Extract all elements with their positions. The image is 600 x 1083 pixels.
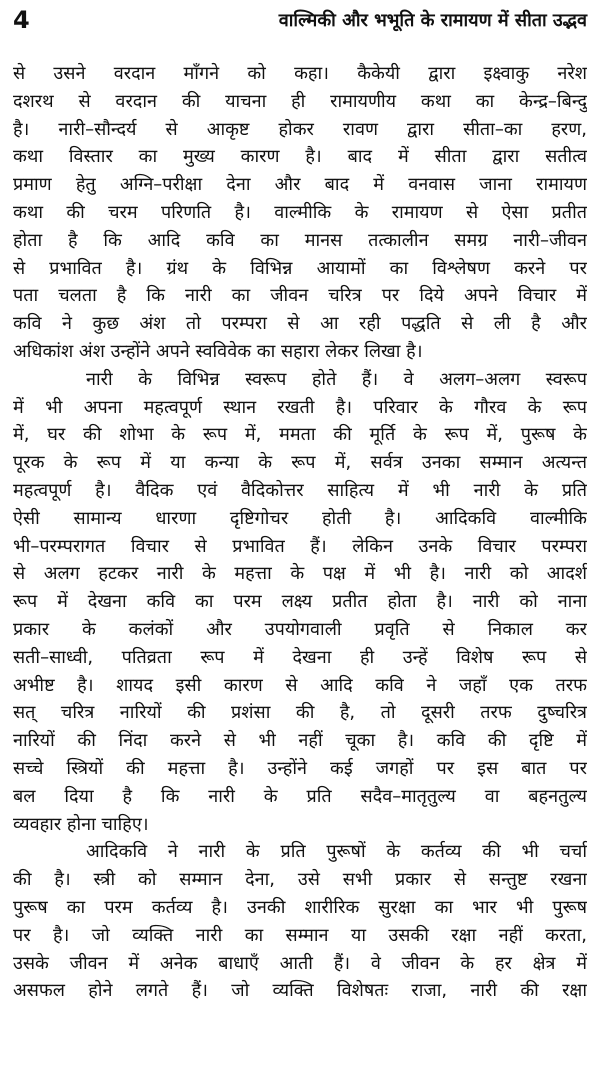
text-line: में, घर की शोभा के रूप में, ममता की मूर्ति के रूप में, पुरूष के xyxy=(13,424,587,446)
body-text xyxy=(13,60,587,1005)
text-line: से उसने वरदान माँगने को कहा। कैकेयी द्वारा इक्ष्वाकु नरेश xyxy=(13,63,587,84)
text-line: पता चलता है कि नारी का जीवन चरित्र पर दिये अपने विचार में xyxy=(13,285,587,307)
page-number: 4 xyxy=(13,6,30,34)
text-line: में भी अपना महत्वपूर्ण स्थान रखती है। परिवार के गौरव के रूप xyxy=(13,396,587,418)
text-line: होता है कि आदि कवि का मानस तत्कालीन समग्र नारी–जीवन xyxy=(13,229,587,251)
text-line: कवि ने कुछ अंश तो परम्परा से आ रही पद्धति से ली है और xyxy=(13,313,587,335)
text-line: कथा विस्तार का मुख्य कारण है। बाद में सीता द्वारा सतीत्व xyxy=(13,146,587,168)
paragraph-first-line: आदिकवि ने नारी के प्रति पुरूषों के कर्तव्य की भी चर्चा xyxy=(86,841,587,863)
text-line: की है। स्त्री को सम्मान देना, उसे सभी प्रकार से सन्तुष्ट रखना xyxy=(13,869,587,891)
text-line: कथा की चरम परिणति है। वाल्मीकि के रामायण से ऐसा प्रतीत xyxy=(13,201,587,223)
text-line: से अलग हटकर नारी के महत्ता के पक्ष में भी है। नारी को आदर्श xyxy=(13,563,587,585)
text-line: है। नारी–सौन्दर्य से आकृष्ट होकर रावण द्वारा सीता–का हरण, xyxy=(13,118,587,140)
text-line: नारियों की निंदा करने से भी नहीं चूका है। कवि की दृष्टि में xyxy=(13,730,587,752)
text-line: दशरथ से वरदान की याचना ही रामायणीय कथा का केन्द्र–बिन्दु xyxy=(13,90,587,112)
text-line: बल दिया है कि नारी के प्रति सदैव–मातृतुल्य वा बहनतुल्य xyxy=(13,785,587,807)
text-line: सच्चे स्त्रियों की महत्ता है। उन्होंने कई जगहों पर इस बात पर xyxy=(13,757,587,779)
paragraph-end-line: व्यवहार होना चाहिए। xyxy=(13,813,149,835)
text-line: अभीष्ट है। शायद इसी कारण से आदि कवि ने जहाँ एक तरफ xyxy=(13,674,587,696)
text-line: सती–साध्वी, पतिव्रता रूप में देखना ही उन्हें विशेष रूप से xyxy=(13,646,587,668)
text-line: रूप में देखना कवि का परम लक्ष्य प्रतीत होता है। नारी को नाना xyxy=(13,591,587,613)
text-line: पुरूष का परम कर्तव्य है। उनकी शारीरिक सुरक्षा का भार भी पुरूष xyxy=(13,896,587,918)
text-line: उसके जीवन में अनेक बाधाएँ आती हैं। वे जीवन के हर क्षेत्र में xyxy=(13,952,587,974)
text-line: ऐसी सामान्य धारणा दृष्टिगोचर होती है। आदिकवि वाल्मीकि xyxy=(13,507,587,529)
text-line: महत्वपूर्ण है। वैदिक एवं वैदिकोत्तर साहित्य में भी नारी के प्रति xyxy=(13,479,587,501)
text-line: सत् चरित्र नारियों की प्रशंसा की है, तो दूसरी तरफ दुष्चरित्र xyxy=(13,702,587,724)
text-line: प्रकार के कलंकों और उपयोगवाली प्रवृति से निकाल कर xyxy=(13,618,587,640)
paragraph-end-line: अधिकांश अंश उन्होंने अपने स्वविवेक का सहारा लेकर लिखा है। xyxy=(13,340,423,362)
text-line: से प्रभावित है। ग्रंथ के विभिन्न आयामों का विश्लेषण करने पर xyxy=(13,257,587,279)
page-header xyxy=(0,0,600,52)
text-line: पर है। जो व्यक्ति नारी का सम्मान या उसकी रक्षा नहीं करता, xyxy=(13,924,587,946)
text-line: पूरक के रूप में या कन्या के रूप में, सर्वत्र उनका सम्मान अत्यन्त xyxy=(13,452,587,474)
text-line: प्रमाण हेतु अग्नि–परीक्षा देना और बाद में वनवास जाना रामायण xyxy=(13,174,587,196)
text-line: असफल होने लगते हैं। जो व्यक्ति विशेषतः राजा, नारी की रक्षा xyxy=(13,980,587,1002)
text-line: भी–परम्परागत विचार से प्रभावित हैं। लेकिन उनके विचार परम्परा xyxy=(13,535,587,557)
paragraph-first-line: नारी के विभिन्न स्वरूप होते हैं। वे अलग–अलग स्वरूप xyxy=(86,368,587,390)
running-title: वाल्मिकी और भभूति के रामायण में सीता उद्भव xyxy=(278,10,587,31)
